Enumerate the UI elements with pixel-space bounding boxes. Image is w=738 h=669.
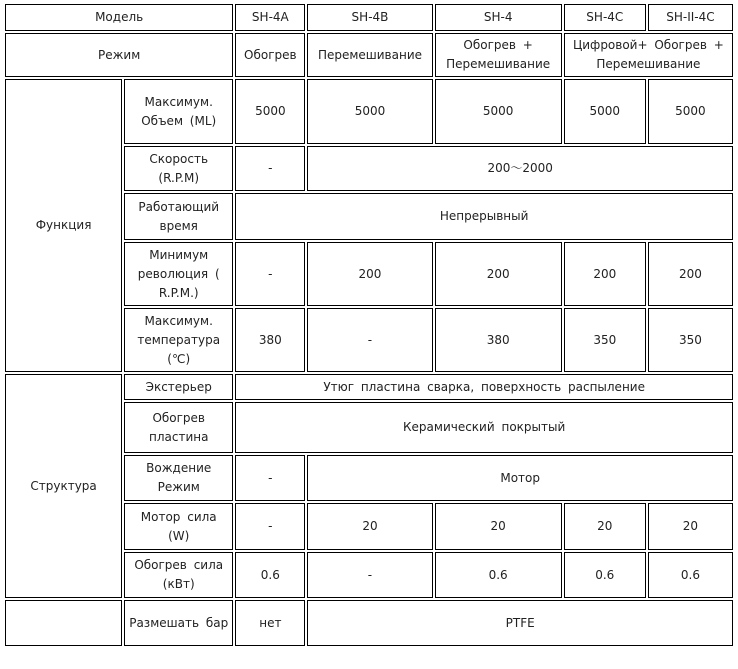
- min-revolution-sh-4: 200: [435, 242, 562, 306]
- heating-power-sh-ii-4c: 0.6: [648, 552, 733, 598]
- max-volume-sh-4: 5000: [435, 79, 562, 144]
- model-sh-ii-4c: SH-II-4C: [648, 4, 733, 31]
- max-volume-row: [5, 79, 733, 144]
- stir-bar-sh-4a: нет: [235, 600, 305, 646]
- drive-mode-label: Вождение Режим: [124, 455, 233, 501]
- model-sh-4: SH-4: [435, 4, 562, 31]
- exterior-value: Утюг пластина сварка, поверхность распыление: [235, 374, 733, 400]
- min-revolution-label: Минимум революция ( R.P.M.): [124, 242, 233, 306]
- heating-power-sh-4: 0.6: [435, 552, 562, 598]
- mode-sh-4a: Обогрев: [235, 33, 305, 77]
- model-sh-4b: SH-4B: [307, 4, 432, 31]
- heating-power-sh-4c: 0.6: [564, 552, 646, 598]
- motor-power-sh-4: 20: [435, 503, 562, 550]
- speed-sh-4a: -: [235, 146, 305, 191]
- motor-power-sh-ii-4c: 20: [648, 503, 733, 550]
- working-time-label: Работающий время: [124, 193, 233, 240]
- spec-table: [3, 2, 735, 648]
- max-temperature-sh-4: 380: [435, 308, 562, 372]
- min-revolution-sh-ii-4c: 200: [648, 242, 733, 306]
- model-sh-4c: SH-4C: [564, 4, 646, 31]
- heating-plate-label: Обогрев пластина: [124, 402, 233, 453]
- stir-bar-row: [5, 600, 733, 646]
- max-volume-sh-ii-4c: 5000: [648, 79, 733, 144]
- model-row: [5, 4, 733, 31]
- mode-sh-4b: Перемешивание: [307, 33, 432, 77]
- motor-power-sh-4a: -: [235, 503, 305, 550]
- max-temperature-label: Максимум. температура (℃): [124, 308, 233, 372]
- mode-row: [5, 33, 733, 77]
- mode-sh-4c-sh-ii-4c: Цифровой+ Обогрев + Перемешивание: [564, 33, 733, 77]
- max-volume-sh-4b: 5000: [307, 79, 432, 144]
- min-revolution-sh-4b: 200: [307, 242, 432, 306]
- min-revolution-sh-4c: 200: [564, 242, 646, 306]
- model-label: Модель: [5, 4, 233, 31]
- speed-range: 200～2000: [307, 146, 733, 191]
- model-sh-4a: SH-4A: [235, 4, 305, 31]
- heating-power-sh-4b: -: [307, 552, 432, 598]
- stir-bar-value: PTFE: [307, 600, 733, 646]
- structure-group-label: Структура: [5, 374, 122, 598]
- exterior-label: Экстерьер: [124, 374, 233, 400]
- motor-power-label: Мотор сила (W): [124, 503, 233, 550]
- max-temperature-sh-4a: 380: [235, 308, 305, 372]
- motor-power-sh-4b: 20: [307, 503, 432, 550]
- drive-mode-value: Мотор: [307, 455, 733, 501]
- speed-label: Скорость (R.P.M): [124, 146, 233, 191]
- max-temperature-sh-4c: 350: [564, 308, 646, 372]
- stir-bar-group-empty: [5, 600, 122, 646]
- mode-sh-4: Обогрев + Перемешивание: [435, 33, 562, 77]
- max-temperature-sh-ii-4c: 350: [648, 308, 733, 372]
- mode-label: Режим: [5, 33, 233, 77]
- stir-bar-label: Размешать бар: [124, 600, 233, 646]
- heating-power-sh-4a: 0.6: [235, 552, 305, 598]
- working-time-value: Непрерывный: [235, 193, 733, 240]
- max-temperature-sh-4b: -: [307, 308, 432, 372]
- motor-power-sh-4c: 20: [564, 503, 646, 550]
- drive-mode-sh-4a: -: [235, 455, 305, 501]
- min-revolution-sh-4a: -: [235, 242, 305, 306]
- heating-power-label: Обогрев сила (кВт): [124, 552, 233, 598]
- exterior-row: [5, 374, 733, 400]
- function-group-label: Функция: [5, 79, 122, 372]
- heating-plate-value: Керамический покрытый: [235, 402, 733, 453]
- max-volume-label: Максимум. Объем (ML): [124, 79, 233, 144]
- max-volume-sh-4c: 5000: [564, 79, 646, 144]
- max-volume-sh-4a: 5000: [235, 79, 305, 144]
